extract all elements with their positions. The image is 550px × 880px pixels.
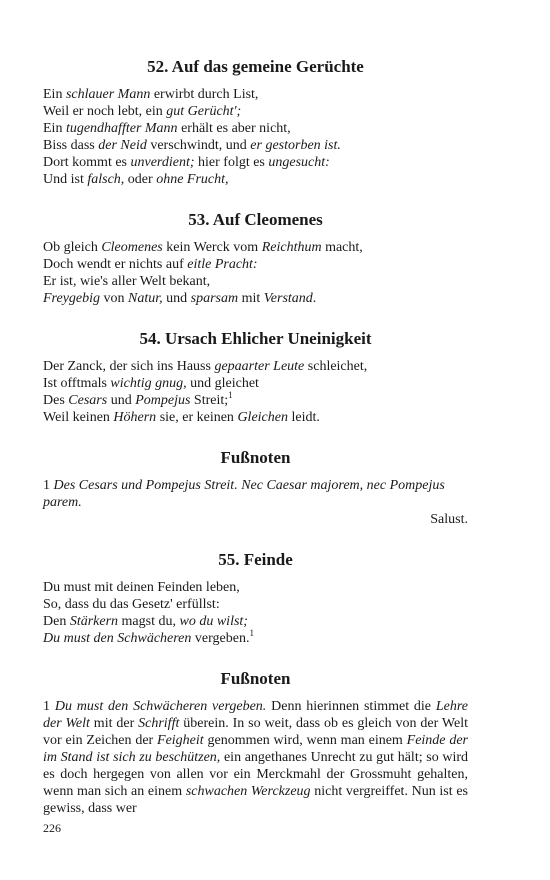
text-run: verschwindt, und xyxy=(146,138,251,153)
text-run: tugendhaffter Mann xyxy=(65,121,178,136)
page-number: 226 xyxy=(43,821,61,835)
text-run: erhält es aber nicht, xyxy=(177,121,291,136)
text-run: Verstand xyxy=(263,291,313,306)
section-title-55: 55. Feinde xyxy=(218,550,293,569)
poem-line xyxy=(43,154,468,171)
poem-line xyxy=(43,290,468,307)
footnote-line xyxy=(43,494,468,511)
text-run: hier folgt es xyxy=(194,155,269,170)
poem-line xyxy=(43,103,468,120)
text-run: vergeben. xyxy=(191,631,250,646)
poem-line xyxy=(43,256,468,273)
text-run: genommen wird, wenn man einem xyxy=(203,733,407,748)
text-run: Höhern xyxy=(113,410,157,425)
footnote-55 xyxy=(43,698,468,817)
text-run: Stärkern xyxy=(69,614,119,629)
page-content xyxy=(43,56,468,817)
text-run: Des Cesars und Pompejus Streit. Nec Caesar majorem, nec Pompejus xyxy=(53,478,445,493)
poem-line xyxy=(43,137,468,154)
text-run: mit der xyxy=(89,716,139,731)
footnote-line xyxy=(43,477,468,494)
poem-53 xyxy=(43,239,468,307)
footnote-attribution: Salust. xyxy=(430,512,468,527)
text-run: So, dass du das Gesetz' erfüllst: xyxy=(43,597,220,612)
poem-54 xyxy=(43,358,468,426)
text-run: Ob gleich xyxy=(43,240,102,255)
text-run: erwirbt durch List, xyxy=(150,87,259,102)
text-run: Denn hierinnen stimmet die xyxy=(266,699,436,714)
text-run: oder xyxy=(124,172,157,187)
text-run: Gleichen xyxy=(237,410,288,425)
text-run: Weil keinen xyxy=(43,410,114,425)
text-run: falsch, xyxy=(87,172,125,187)
text-run: und xyxy=(162,291,191,306)
text-run: Freygebig xyxy=(43,291,101,306)
text-run: sparsam xyxy=(190,291,239,306)
text-run: Du must mit deinen Feinden leben, xyxy=(43,580,240,595)
text-run: wichtig gnug, xyxy=(110,376,187,391)
poem-55 xyxy=(43,579,468,647)
text-run: magst du, xyxy=(118,614,180,629)
text-run: Feigheit xyxy=(157,733,204,748)
poem-line xyxy=(43,630,468,647)
poem-line xyxy=(43,596,468,613)
poem-line xyxy=(43,358,468,375)
poem-line xyxy=(43,86,468,103)
section-title-52: 52. Auf das gemeine Gerüchte xyxy=(147,57,364,76)
text-run: der Neid xyxy=(98,138,147,153)
poem-line xyxy=(43,579,468,596)
text-run: Du must den Schwächeren xyxy=(43,631,192,646)
text-run: von xyxy=(100,291,129,306)
text-run: Pompejus xyxy=(135,393,191,408)
text-run: Feinde der im Stand ist sich zu beschützen, xyxy=(43,733,468,765)
text-run: Cesars xyxy=(68,393,108,408)
footnotes-heading: Fußnoten xyxy=(220,669,291,688)
text-run: ungesucht: xyxy=(268,155,330,170)
text-run: leidt. xyxy=(287,410,320,425)
text-run: Des xyxy=(43,393,69,408)
poem-line xyxy=(43,375,468,392)
text-run: Reichthum xyxy=(261,240,322,255)
text-run: Den xyxy=(43,614,70,629)
text-run: schlauer Mann xyxy=(65,87,151,102)
footnote-marker: 1 xyxy=(228,390,233,400)
text-run: 1 xyxy=(43,699,55,714)
text-run: Cleomenes xyxy=(101,240,163,255)
text-run: Biss dass xyxy=(43,138,99,153)
text-run: . xyxy=(312,291,317,306)
text-run: Weil er noch lebt, ein xyxy=(43,104,167,119)
text-run: Natur, xyxy=(128,291,163,306)
text-run: parem. xyxy=(43,495,82,510)
section-title-53: 53. Auf Cleomenes xyxy=(188,210,323,229)
text-run: mit xyxy=(238,291,264,306)
poem-52 xyxy=(43,86,468,188)
text-run: sie, er keinen xyxy=(156,410,238,425)
poem-line xyxy=(43,409,468,426)
footnote-marker: 1 xyxy=(249,628,254,638)
text-run: unverdient; xyxy=(130,155,195,170)
text-run: Schrifft xyxy=(138,716,180,731)
text-run: ohne Frucht, xyxy=(156,172,229,187)
poem-line xyxy=(43,392,468,409)
text-run: eitle Pracht: xyxy=(187,257,258,272)
text-run: Der Zanck, der sich ins Hauss xyxy=(43,359,215,374)
footnotes-heading: Fußnoten xyxy=(220,448,291,467)
text-run: 1 xyxy=(43,478,54,493)
text-run: macht, xyxy=(321,240,363,255)
poem-line xyxy=(43,239,468,256)
text-run: Ein xyxy=(43,121,66,136)
text-run: schwachen Werckzeug xyxy=(185,784,311,799)
text-run: er gestorben ist. xyxy=(250,138,341,153)
text-run: Streit; xyxy=(190,393,229,408)
text-run: und gleichet xyxy=(186,376,259,391)
text-run: Doch wendt er nichts auf xyxy=(43,257,188,272)
text-run: Und ist xyxy=(43,172,88,187)
text-run: Ein xyxy=(43,87,66,102)
poem-line xyxy=(43,273,468,290)
text-run: Du must den Schwächeren vergeben. xyxy=(54,699,267,714)
text-run: und xyxy=(107,393,136,408)
poem-line xyxy=(43,120,468,137)
text-run: wo du wilst; xyxy=(179,614,248,629)
section-title-54: 54. Ursach Ehlicher Uneinigkeit xyxy=(139,329,372,348)
text-run: nicht vergreiffet. Nun ist es gewiss, dass wer xyxy=(43,784,468,816)
text-run: Ist offtmals xyxy=(43,376,111,391)
text-run: Lehre der Welt xyxy=(43,699,468,731)
poem-line xyxy=(43,171,468,188)
text-run: gut Gerücht'; xyxy=(166,104,242,119)
text-run: gepaarter Leute xyxy=(214,359,305,374)
text-run: überein. In so weit, dass ob es gleich von der Welt vor ein Zeichen der xyxy=(43,716,468,748)
text-run: ein angethanes Unrecht zu gut hält; so wird es doch hergegen von allen vor ein Merckmahl der Grossmuht gehalten, wenn man sich an einem xyxy=(43,750,469,799)
footnote-54 xyxy=(43,477,468,528)
poem-line xyxy=(43,613,468,630)
text-run: Er ist, wie's aller Welt bekant, xyxy=(43,274,211,289)
text-run: Dort kommt es xyxy=(43,155,131,170)
text-run: kein Werck vom xyxy=(162,240,262,255)
text-run: schleichet, xyxy=(304,359,368,374)
